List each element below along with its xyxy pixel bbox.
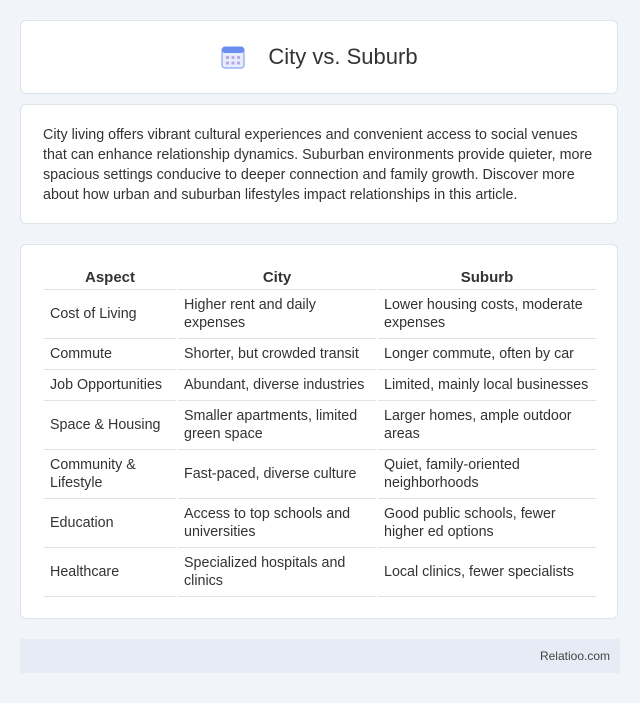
header-aspect: Aspect <box>44 263 176 290</box>
aspect-cell: Education <box>44 499 176 548</box>
comparison-table <box>42 263 598 597</box>
intro-card <box>20 104 618 224</box>
suburb-cell: Quiet, family-oriented neighborhoods <box>378 450 596 499</box>
aspect-cell: Healthcare <box>44 548 176 597</box>
table-row <box>44 290 596 339</box>
suburb-cell: Good public schools, fewer higher ed options <box>378 499 596 548</box>
city-cell: Abundant, diverse industries <box>178 370 376 401</box>
table-row <box>44 548 596 597</box>
city-cell: Smaller apartments, limited green space <box>178 401 376 450</box>
comparison-card <box>20 244 618 619</box>
suburb-cell: Limited, mainly local businesses <box>378 370 596 401</box>
header-city: City <box>178 263 376 290</box>
suburb-cell: Local clinics, fewer specialists <box>378 548 596 597</box>
table-row <box>44 401 596 450</box>
aspect-cell: Commute <box>44 339 176 370</box>
table-row <box>44 339 596 370</box>
suburb-cell: Lower housing costs, moderate expenses <box>378 290 596 339</box>
table-header-row <box>44 263 596 290</box>
city-cell: Access to top schools and universities <box>178 499 376 548</box>
city-cell: Specialized hospitals and clinics <box>178 548 376 597</box>
aspect-cell: Job Opportunities <box>44 370 176 401</box>
city-cell: Fast-paced, diverse culture <box>178 450 376 499</box>
header-suburb: Suburb <box>378 263 596 290</box>
footer <box>20 639 620 673</box>
page-title: City vs. Suburb <box>268 44 418 69</box>
table-row <box>44 499 596 548</box>
footer-brand[interactable]: Relatioo.com <box>539 649 610 663</box>
calendar-icon <box>220 44 246 70</box>
city-cell: Shorter, but crowded transit <box>178 339 376 370</box>
title-card <box>20 20 618 94</box>
aspect-cell: Cost of Living <box>44 290 176 339</box>
suburb-cell: Longer commute, often by car <box>378 339 596 370</box>
aspect-cell: Community & Lifestyle <box>44 450 176 499</box>
table-row <box>44 370 596 401</box>
suburb-cell: Larger homes, ample outdoor areas <box>378 401 596 450</box>
aspect-cell: Space & Housing <box>44 401 176 450</box>
city-cell: Higher rent and daily expenses <box>178 290 376 339</box>
table-row <box>44 450 596 499</box>
intro-text: City living offers vibrant cultural experiences and convenient access to social venues that can enhance relationship dynamics. Suburban environments provide quieter, more spacious settings conducive to deeper connection and family growth. Discover more about how urban and suburban lifestyles impact relationships in this article. <box>43 127 593 203</box>
